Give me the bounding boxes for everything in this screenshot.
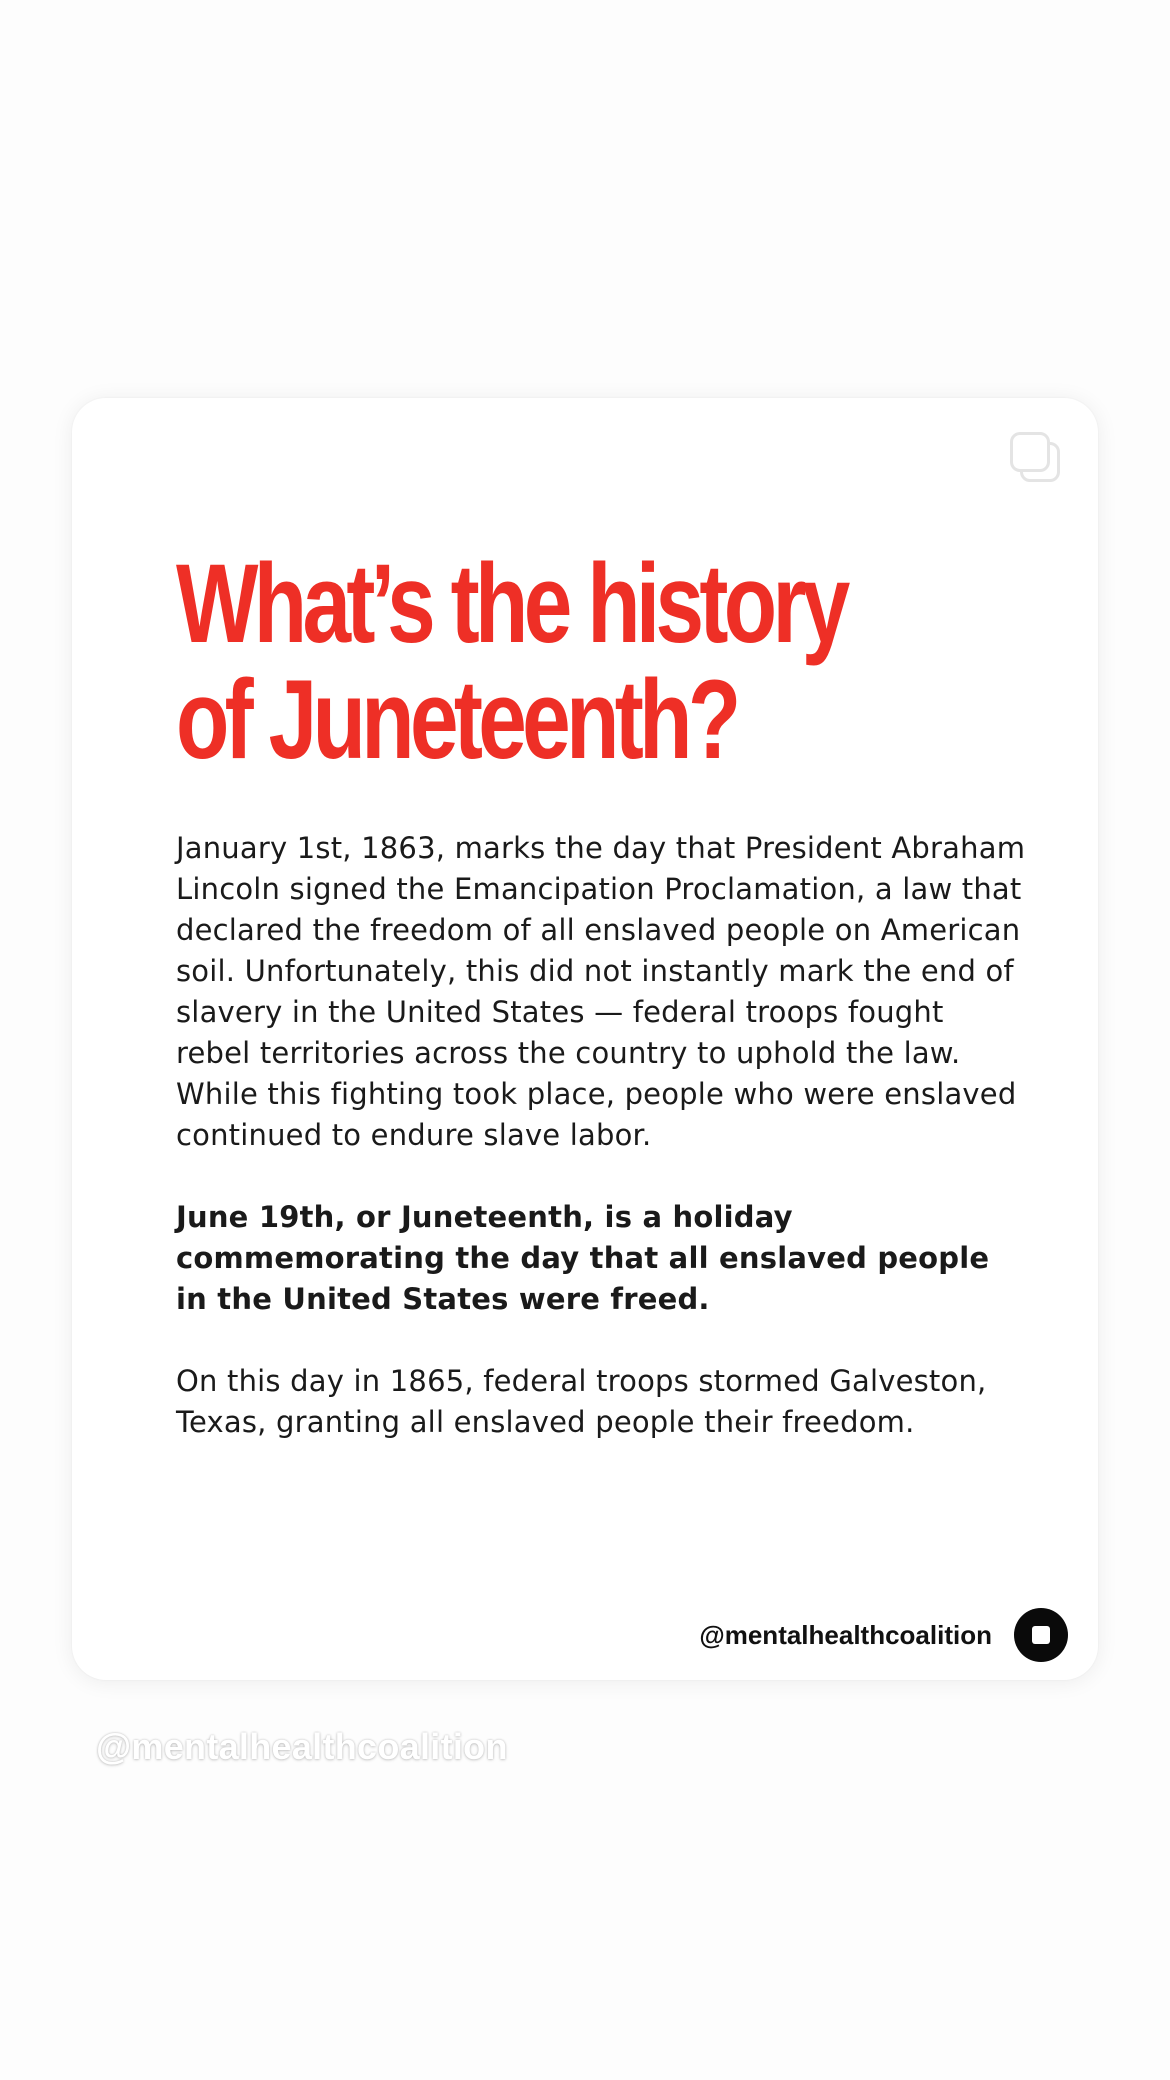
post-body — [176, 828, 1026, 1484]
post-footer — [699, 1608, 1068, 1662]
mhc-logo-icon — [1014, 1608, 1068, 1662]
post-title-line-2: of Juneteenth? — [176, 657, 737, 782]
shared-post-card[interactable] — [72, 398, 1098, 1680]
paragraph-history: January 1st, 1863, marks the day that President Abraham Lincoln signed the Emancipation Proclamation, a law that declared the freedom of all enslaved people on American soil. Unfortunately, this did not instantly mark the end of slavery in the United States — federal troops fought rebel territories across the country to uphold the law. While this fighting took place, people who were enslaved continued to endure slave labor. — [176, 831, 1026, 1152]
account-handle[interactable]: @mentalhealthcoalition — [699, 1619, 992, 1650]
carousel-icon — [1010, 432, 1062, 484]
paragraph-juneteenth-definition: June 19th, or Juneteenth, is a holiday commemorating the day that all enslaved people in the United States were freed. — [176, 1200, 990, 1316]
mention-sticker[interactable]: @mentalhealthcoalition — [96, 1726, 508, 1767]
post-title — [176, 541, 996, 782]
post-title-line-1: What’s the history — [176, 541, 846, 666]
paragraph-galveston: On this day in 1865, federal troops stormed Galveston, Texas, granting all enslaved people their freedom. — [176, 1364, 987, 1439]
carousel-icon-front — [1010, 432, 1050, 472]
